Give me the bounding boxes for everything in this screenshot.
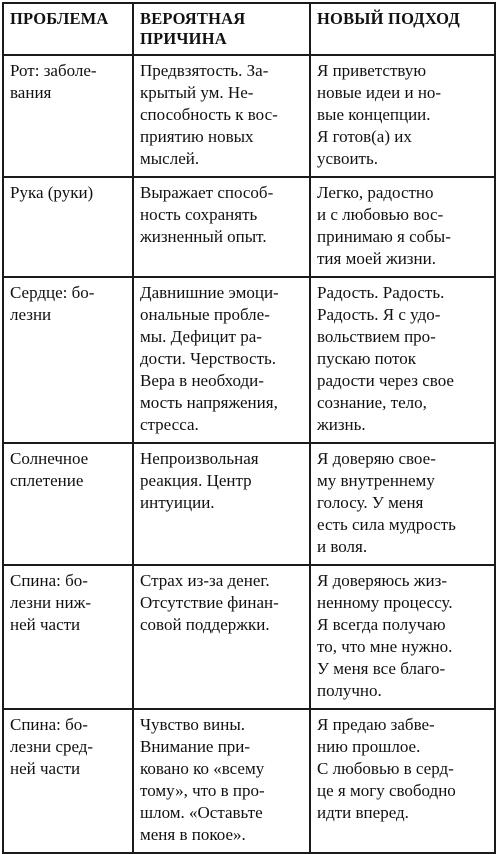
approach-cell	[310, 177, 495, 277]
symptoms-table	[2, 2, 496, 854]
approach-text: Я приветствую новые идеи и но- вые концепции. Я готов(а) их усвоить.	[317, 61, 442, 168]
table-row	[3, 709, 495, 853]
approach-text: Радость. Радость. Радость. Я с удо- вольствием про- пускаю поток радости через свое сознание, тело, жизнь.	[317, 283, 454, 434]
approach-text: Легко, радостно и с любовью вос- принимаю я собы- тия моей жизни.	[317, 183, 451, 268]
problem-text: Спина: бо- лезни ниж- ней части	[10, 571, 91, 634]
approach-cell	[310, 277, 495, 443]
problem-text: Рука (руки)	[10, 183, 94, 202]
table-row	[3, 277, 495, 443]
cause-cell	[133, 277, 310, 443]
approach-text: Я доверяю свое- му внутреннему голосу. У меня есть сила мудрость и воля.	[317, 449, 456, 556]
header-approach	[310, 3, 495, 55]
problem-cell	[3, 277, 133, 443]
table-row	[3, 55, 495, 177]
table-header-row	[3, 3, 495, 55]
cause-cell	[133, 55, 310, 177]
problem-text: Солнечное сплетение	[10, 449, 89, 490]
cause-text: Чувство вины. Внимание при- ковано ко «всему тому», что в про- шлом. «Оставьте меня в покое».	[140, 715, 265, 844]
problem-cell	[3, 443, 133, 565]
cause-text: Давнишние эмоци- ональные пробле- мы. Дефицит ра- дости. Черствость. Вера в необходи- мость напряжения, стресса.	[140, 283, 279, 434]
cause-text: Страх из-за денег. Отсутствие финан- совой поддержки.	[140, 571, 279, 634]
cause-cell	[133, 177, 310, 277]
cause-cell	[133, 443, 310, 565]
cause-text: Предвзятость. За- крытый ум. Не- способность к вос- приятию новых мыслей.	[140, 61, 278, 168]
table-row	[3, 565, 495, 709]
cause-cell	[133, 709, 310, 853]
problem-cell	[3, 177, 133, 277]
header-cause	[133, 3, 310, 55]
header-cause-text: ВЕРОЯТНАЯ ПРИЧИНА	[140, 9, 246, 48]
table-row	[3, 177, 495, 277]
approach-cell	[310, 565, 495, 709]
problem-text: Рот: заболе- вания	[10, 61, 97, 102]
problem-text: Сердце: бо- лезни	[10, 283, 95, 324]
problem-text: Спина: бо- лезни сред- ней части	[10, 715, 94, 778]
cause-text: Непроизвольная реакция. Центр интуиции.	[140, 449, 259, 512]
table-row	[3, 443, 495, 565]
problem-cell	[3, 55, 133, 177]
approach-text: Я предаю забве- нию прошлое. С любовью в серд- це я могу свободно идти вперед.	[317, 715, 456, 822]
problem-cell	[3, 565, 133, 709]
problem-cell	[3, 709, 133, 853]
approach-cell	[310, 709, 495, 853]
cause-text: Выражает способ- ность сохранять жизненный опыт.	[140, 183, 274, 246]
header-problem	[3, 3, 133, 55]
header-approach-text: НОВЫЙ ПОДХОД	[317, 9, 460, 28]
cause-cell	[133, 565, 310, 709]
approach-text: Я доверяюсь жиз- ненному процессу. Я всегда получаю то, что мне нужно. У меня все благо- получно.	[317, 571, 453, 700]
approach-cell	[310, 443, 495, 565]
approach-cell	[310, 55, 495, 177]
header-problem-text: ПРОБЛЕМА	[10, 9, 109, 28]
